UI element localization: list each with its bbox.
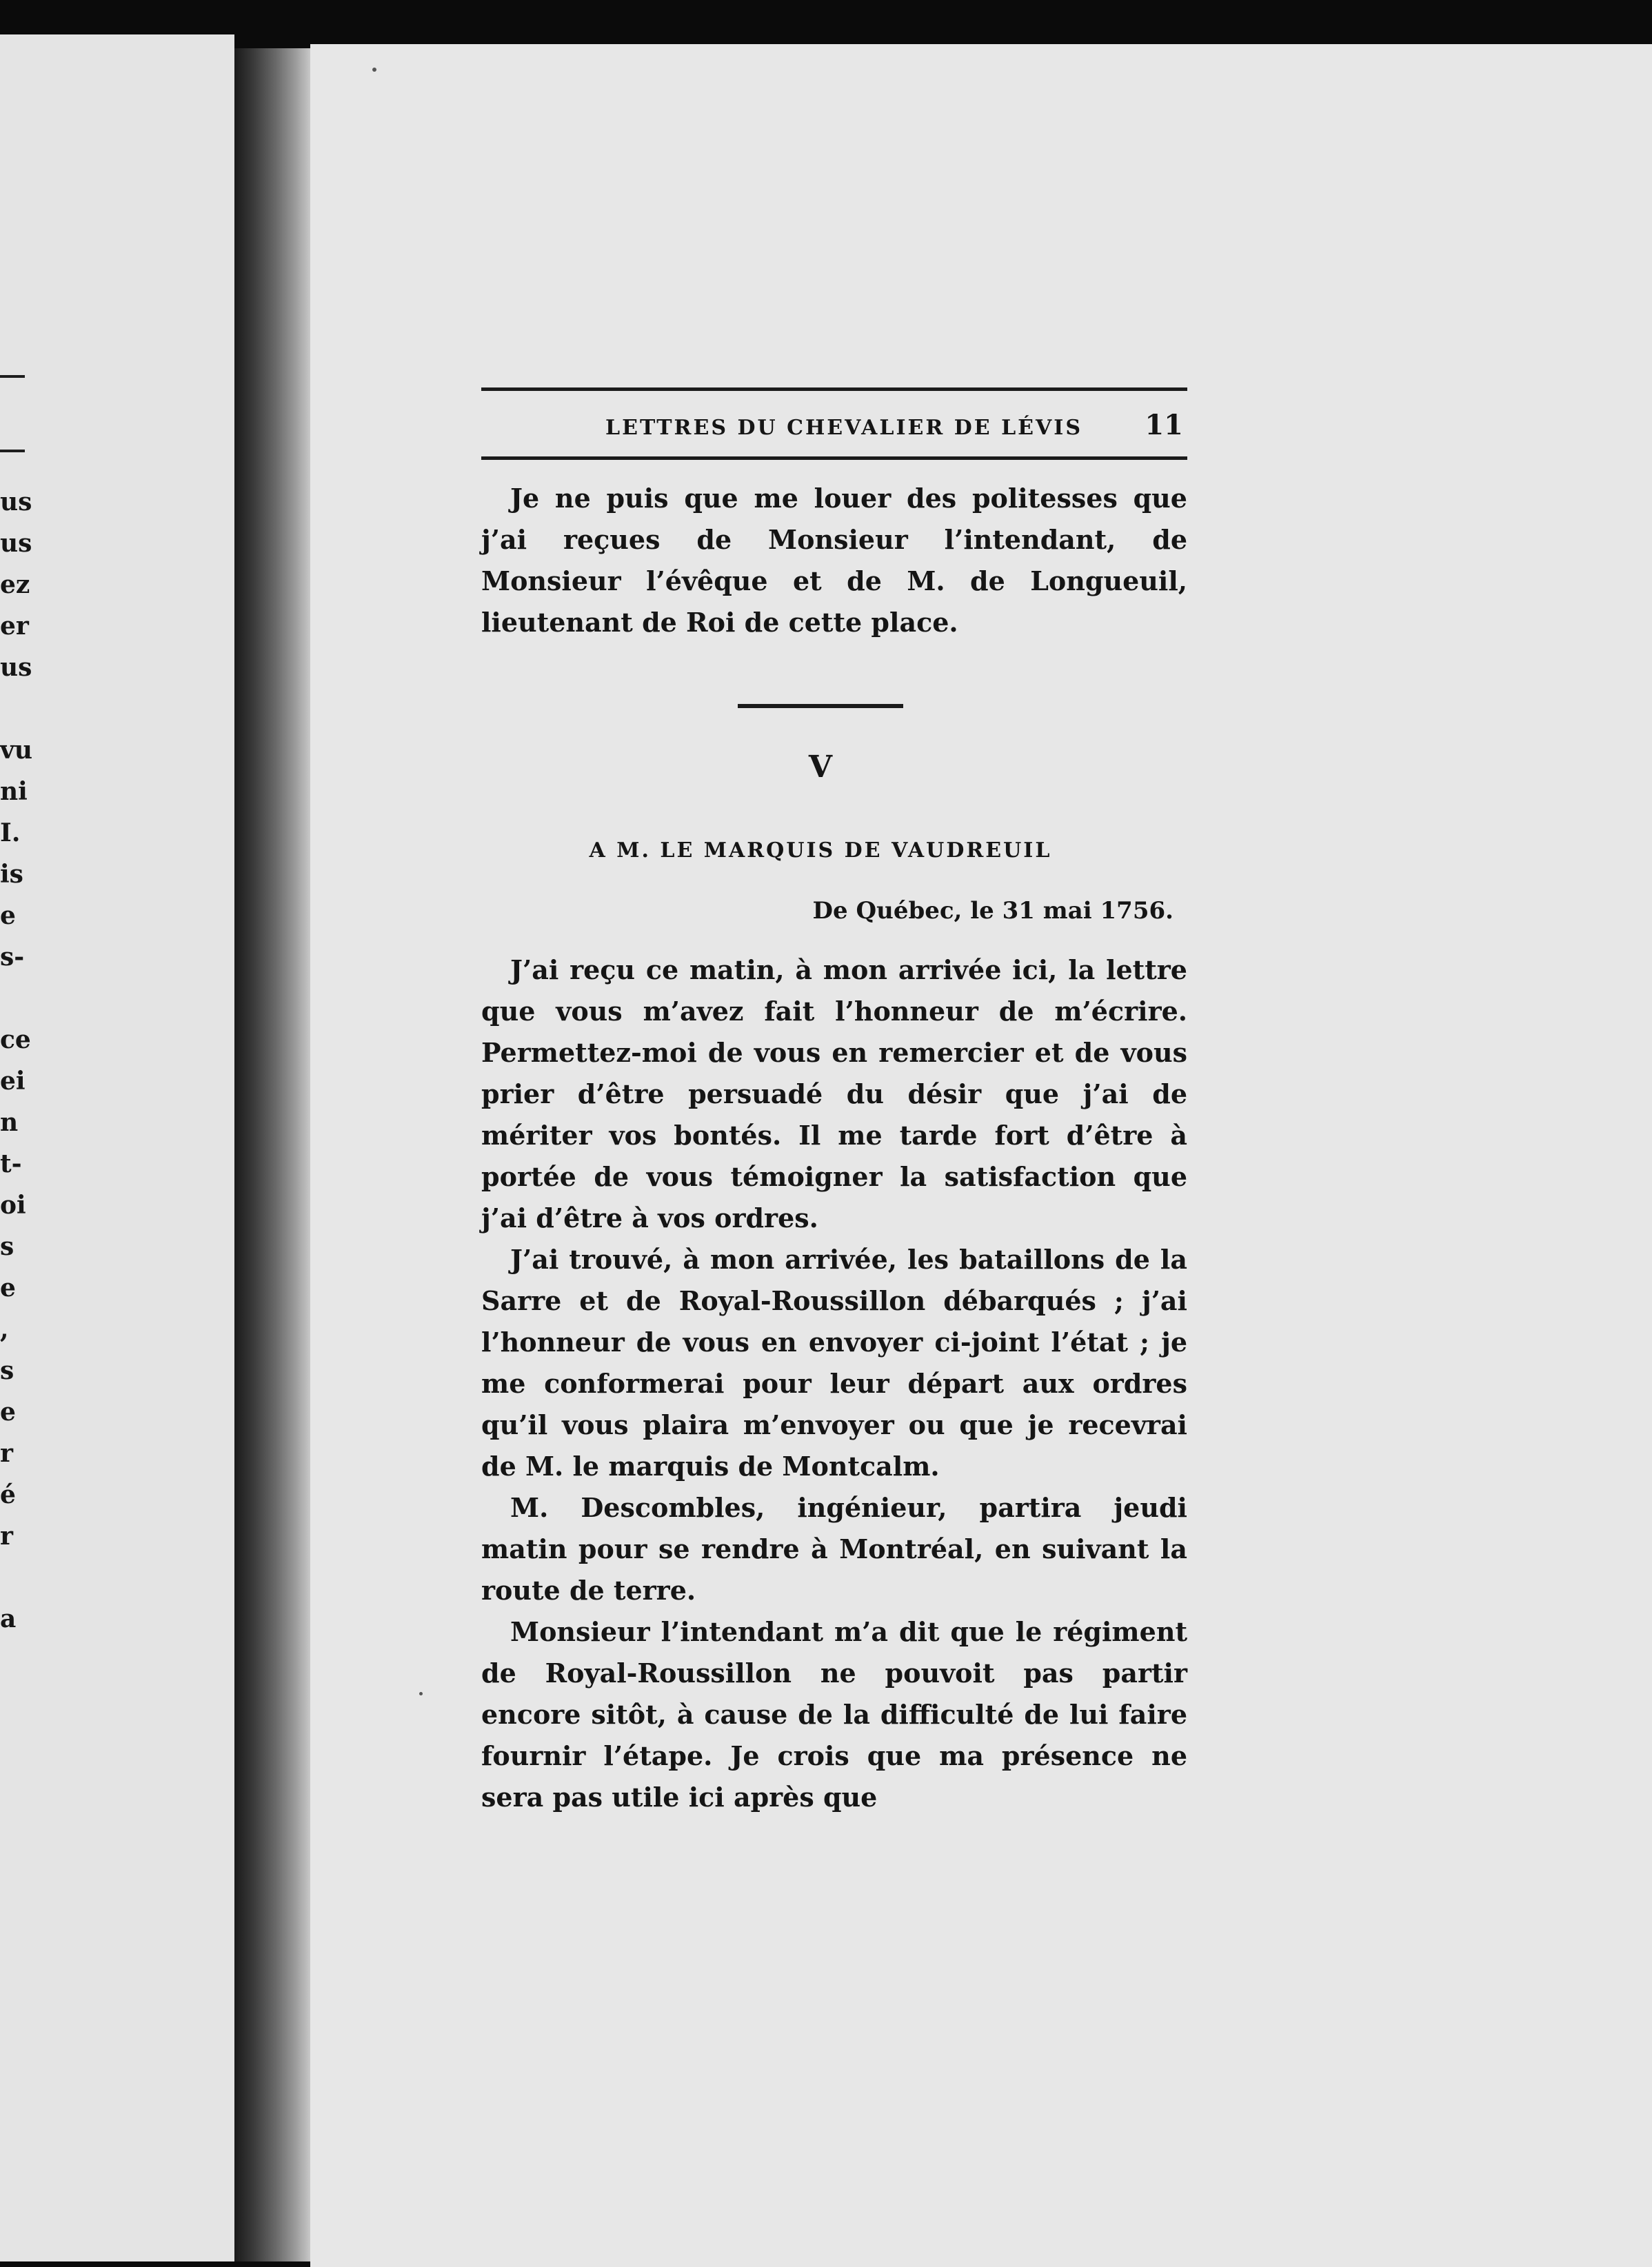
letter-paragraph: Monsieur l’intendant m’a dit que le régiment de Royal-Roussillon ne pouvoit pas partir encore sitôt, à cause de la difficulté de lui faire fournir l’étape. Je crois que ma présence ne sera pas utile ici après que — [481, 1616, 1187, 1813]
section-separator — [738, 704, 903, 708]
left-page-rule — [0, 450, 25, 452]
paper-speck — [419, 1692, 423, 1695]
letter-paragraph: J’ai reçu ce matin, à mon arrivée ici, la lettre que vous m’avez fait l’honneur de m’écrire. Permettez-moi de vous en remercier et de vous prier d’être persuadé du désir que j’ai de mériter vos bontés. Il me tarde fort d’être à portée de vous témoigner la satisfaction que j’ai d’être à vos ordres. — [481, 954, 1187, 1233]
left-facing-page — [0, 34, 234, 2261]
letter-paragraph: M. Descombles, ingénieur, partira jeudi matin pour se rendre à Montréal, en suivant la route de terre. — [481, 1492, 1187, 1606]
letter-number: V — [808, 749, 833, 785]
left-page-fragment: ez — [0, 570, 30, 599]
left-page-fragment: n — [0, 1108, 19, 1137]
left-page-fragment: t- — [0, 1149, 22, 1178]
left-page-fragment: r — [0, 1522, 13, 1551]
header-rule-top — [481, 387, 1187, 391]
page-content — [481, 387, 1187, 1818]
left-page-fragment: e — [0, 1273, 16, 1302]
running-head-title: LETTRES DU CHEVALIER DE LÉVIS — [605, 416, 1083, 440]
left-page-fragment: e — [0, 901, 16, 930]
left-page-fragment: s — [0, 1356, 14, 1385]
running-head — [481, 409, 1187, 441]
letter-dateline: De Québec, le 31 mai 1756. — [812, 897, 1173, 925]
opening-paragraph: Je ne puis que me louer des politesses que j’ai reçues de Monsieur l’intendant, de Monsieur l’évêque et de M. de Longueuil, lieutenant de Roi de cette place. — [481, 483, 1187, 638]
letter-paragraph: J’ai trouvé, à mon arrivée, les bataillons de la Sarre et de Royal-Roussillon débarqués ; j’ai l’honneur de vous en envoyer ci-joint l’état ; je me conformerai pour leur départ aux ordres qu’il vous plaira m’envoyer ou que je recevrai de M. le marquis de Montcalm. — [481, 1244, 1187, 1482]
left-page-fragment: us — [0, 529, 32, 558]
page-number: 11 — [1145, 409, 1183, 441]
left-page-fragment: é — [0, 1480, 16, 1509]
left-page-fragment: r — [0, 1439, 13, 1468]
left-page-fragment: is — [0, 860, 23, 889]
left-page-fragment: a — [0, 1604, 17, 1633]
left-page-fragment: e — [0, 1398, 16, 1427]
binding-gutter — [234, 48, 310, 2261]
left-page-rule — [0, 375, 25, 378]
left-page-fragment: s- — [0, 943, 25, 971]
left-page-fragment: er — [0, 612, 29, 641]
left-page-fragment: ni — [0, 777, 28, 806]
left-page-fragment: vu — [0, 736, 33, 765]
letter-recipient: A M. LE MARQUIS DE VAUDREUIL — [589, 838, 1052, 863]
left-page-fragment: ce — [0, 1025, 31, 1054]
left-page-fragment: us — [0, 653, 32, 682]
left-page-fragment: oi — [0, 1191, 26, 1220]
left-page-fragment: I. — [0, 818, 21, 847]
left-page-fragment: ei — [0, 1067, 26, 1096]
left-page-fragment: , — [0, 1315, 9, 1344]
paper-speck — [372, 68, 376, 72]
left-page-fragment: us — [0, 487, 32, 516]
header-rule-bottom — [481, 456, 1187, 460]
left-page-fragment: s — [0, 1232, 14, 1261]
